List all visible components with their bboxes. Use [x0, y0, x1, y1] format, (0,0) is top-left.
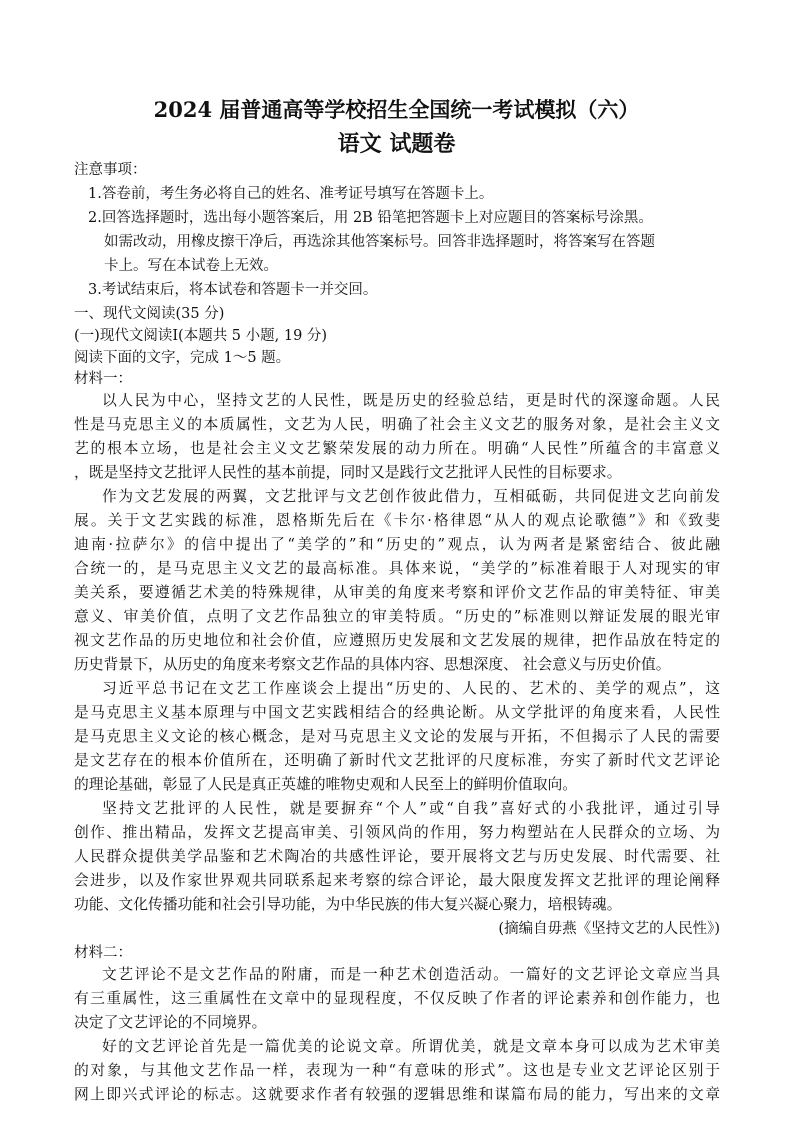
subsection-heading: (一)现代文阅读Ⅰ(本题共 5 小题, 19 分)	[74, 328, 328, 344]
text-line: 功能、文化传播功能和社会引导功能，为中华民族的伟大复兴凝心聚力，培根铸魂。	[74, 896, 622, 913]
text-line: 以人民为中心，坚持文艺的人民性，既是历史的经验总结，更是时代的深邃命题。人民	[102, 392, 720, 409]
material-one-paragraph-2	[74, 485, 720, 677]
material-one-paragraph-3	[74, 677, 720, 797]
note-item: 1.答卷前，考生务必将自己的姓名、准考证号填写在答题卡上。	[88, 186, 494, 202]
text-line: 习近平总书记在文艺工作座谈会上提出“历史的、人民的、艺术的、美学的观点”，这	[102, 680, 720, 697]
note-item: 如需改动，用橡皮擦干净后，再选涂其他答案标号。回答非选择题时，将答案写在答题	[104, 234, 655, 250]
text-line: 艺的根本立场，也是社会主义文艺繁荣发展的动力所在。明确“人民性”所蕴含的丰富意义	[74, 440, 720, 457]
text-line: 合统一的，是马克思主义文艺的最高标准。具体来说，“美学的”标准着眼于人对现实的审	[74, 560, 720, 577]
text-line: 的理论基础，彰显了人民是真正英雄的唯物史观和人民至上的鲜明价值取向。	[74, 776, 578, 793]
text-line: 决定了文艺评论的不同境界。	[74, 1014, 267, 1031]
note-item: 3.考试结束后，将本试卷和答题卡一并交回。	[88, 282, 378, 298]
note-item: 2.回答选择题时，选出每小题答案后，用 2B 铅笔把答题卡上对应题目的答案标号涂黑。	[88, 210, 653, 226]
notes-heading: 注意事项：	[74, 162, 147, 178]
reading-instruction: 阅读下面的文字，完成 1～5 题。	[74, 350, 291, 366]
text-line: 是文艺存在的根本价值所在，还明确了新时代文艺批评的尺度标准，夯实了新时代文艺评论	[74, 752, 720, 769]
text-line: 文艺评论不是文艺作品的附庸，而是一种艺术创造活动。一篇好的文艺评论文章应当具	[102, 966, 720, 983]
material-two-label: 材料二：	[74, 945, 132, 961]
text-line: 好的文艺评论首先是一篇优美的论说文章。所谓优美，就是文章本身可以成为艺术审美	[102, 1038, 720, 1055]
exam-title: 2024 届普通高等学校招生全国统一考试模拟（六）	[153, 97, 640, 122]
text-line: 历史背景下，从历史的角度来考察文艺作品的具体内容、思想深度、 社会意义与历史价值。	[74, 656, 671, 673]
material-one-source: (摘编自毋燕《坚持文艺的人民性》)	[498, 921, 720, 937]
text-line: 的对象，与其他文艺作品一样，表现为一种“有意味的形式”。这也是专业文艺评论区别于	[74, 1062, 720, 1079]
text-line: 网上即兴式评论的标志。这就要求作者有较强的逻辑思维和谋篇布局的能力，写出来的文章	[74, 1086, 720, 1103]
text-line: 有三重属性，这三重属性在文章中的显现程度，不仅反映了作者的评论素养和创作能力，也	[74, 990, 720, 1007]
text-line: ，既是坚持文艺批评人民性的基本前提，同时又是践行文艺批评人民性的目标要求。	[74, 464, 622, 481]
material-two-paragraph-1	[74, 963, 720, 1035]
text-line: 意义、审美价值，点明了文艺作品独立的审美特质。“历史的”标准则以辩证发展的眼光审	[74, 608, 720, 625]
text-line: 美关系，要遵循艺术美的特殊规律，从审美的角度来考察和评价文艺作品的审美特征、审美	[74, 584, 720, 601]
text-line: 迪南·拉萨尔》的信中提出了“美学的”和“历史的”观点，认为两者是紧密结合、彼此融	[74, 536, 720, 553]
text-line: 视文艺作品的历史地位和社会价值，应遵照历史发展和文艺发展的规律，把作品放在特定的	[74, 632, 720, 649]
material-one-paragraph-1	[74, 389, 720, 485]
material-one-label: 材料一：	[74, 371, 132, 387]
text-line: 是马克思主义基本原理与中国文艺实践相结合的经典论断。从文学批评的角度来看，人民性	[74, 704, 720, 721]
note-item: 卡上。写在本试卷上无效。	[104, 258, 278, 274]
text-line: 展。关于文艺实践的标准，恩格斯先后在《卡尔·格律恩“从人的观点论歌德”》和《致斐	[74, 512, 720, 529]
notes-list	[74, 182, 720, 302]
text-line: 性是马克思主义的本质属性，文艺为人民，明确了社会主义文艺的服务对象，是社会主义文	[74, 416, 720, 433]
text-line: 创作、推出精品，发挥文艺提高审美、引领风尚的作用，努力构塑站在人民群众的立场、为	[74, 824, 720, 841]
text-line: 作为文艺发展的两翼，文艺批评与文艺创作彼此借力，互相砥砺，共同促进文艺向前发	[102, 488, 720, 505]
material-one-paragraph-4	[74, 797, 720, 917]
text-line: 坚持文艺批评的人民性，就是要摒弃“个人”或“自我”喜好式的小我批评，通过引导	[102, 800, 720, 817]
text-line: 人民群众提供美学品鉴和艺术陶冶的共感性评论，要开展将文艺与历史发展、时代需要、社	[74, 848, 720, 865]
text-line: 会进步，以及作家世界观共同联系起来考察的综合评论，最大限度发挥文艺批评的理论阐释	[74, 872, 720, 889]
section-heading: 一、现代文阅读(35 分)	[74, 306, 225, 322]
material-two-paragraph-2	[74, 1035, 720, 1107]
text-line: 是马克思主义文论的核心概念，是对马克思主义文论的发展与开拓，不但揭示了人民的需要	[74, 728, 720, 745]
exam-subtitle: 语文 试题卷	[337, 131, 456, 157]
